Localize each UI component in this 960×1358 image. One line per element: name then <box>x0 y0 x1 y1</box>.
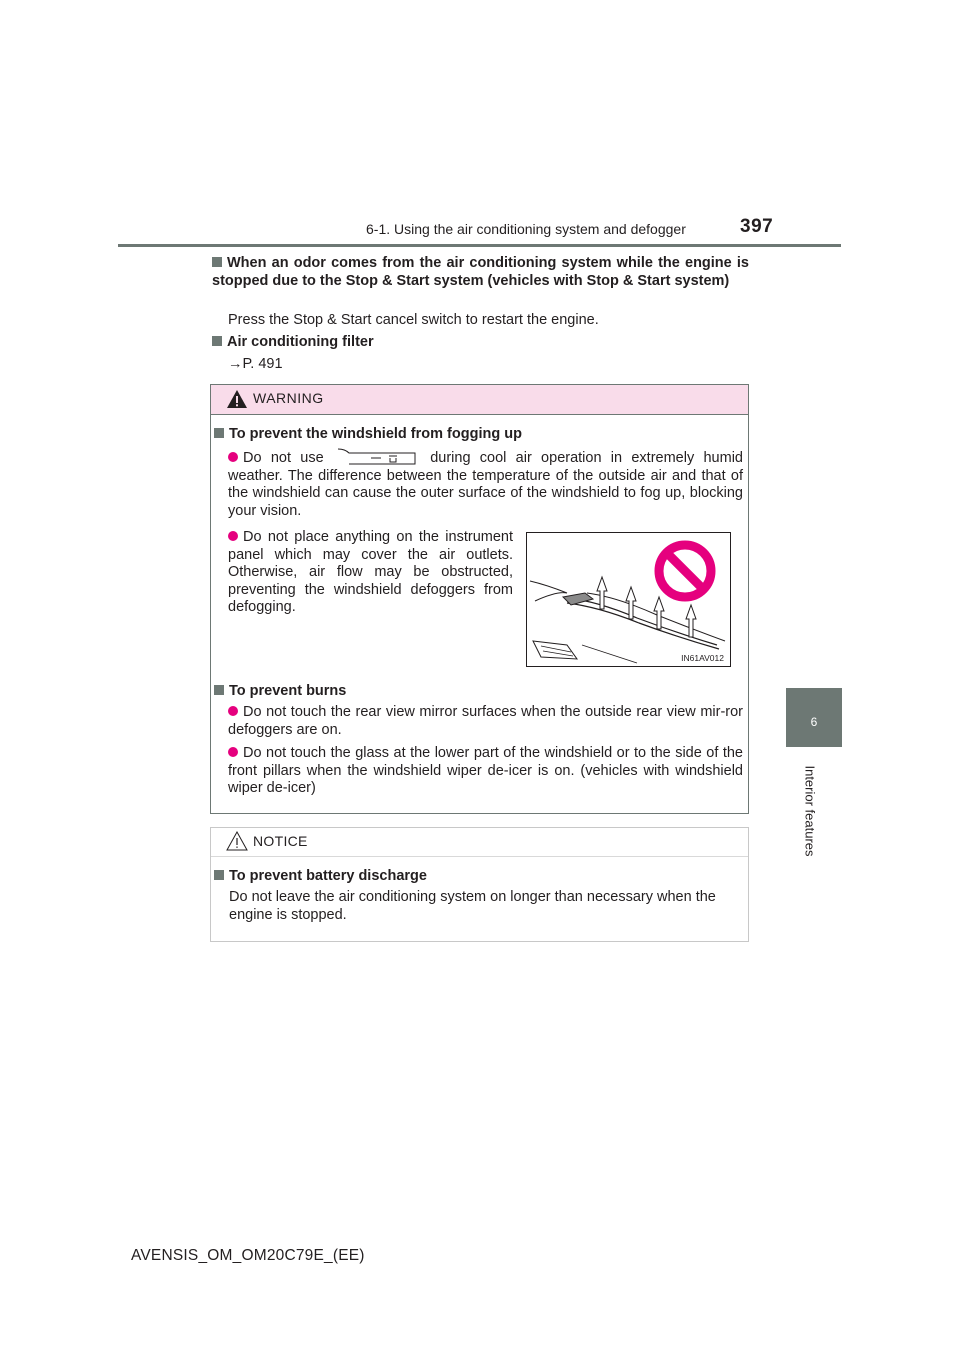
fog-item-1: Do not use during cool air operation in extremely humid weather. The difference between the temperature of the outside air and that of the windshield can cause the outer surface of the windshield to fog up, blocking your vision. <box>228 450 743 519</box>
chapter-tab <box>786 688 842 747</box>
chapter-title-vertical <box>802 756 818 866</box>
notice-triangle-icon <box>226 831 248 851</box>
round-bullet-icon <box>228 747 238 757</box>
notice-body: Do not leave the air conditioning system on longer than necessary when the engine is stopped. <box>229 889 716 923</box>
section-title: 6-1. Using the air conditioning system and defogger <box>366 221 686 237</box>
filter-note-heading: Air conditioning filter <box>212 334 374 352</box>
round-bullet-icon <box>228 706 238 716</box>
warning-label: WARNING <box>253 390 324 406</box>
document-code: AVENSIS_OM_OM20C79E_(EE) <box>131 1247 365 1264</box>
filter-note-reference[interactable]: →P. 491 <box>228 356 283 372</box>
defroster-switch-icon <box>337 448 417 465</box>
chapter-title: Interior features <box>802 765 818 857</box>
square-bullet-icon <box>214 870 224 880</box>
square-bullet-icon <box>212 336 222 346</box>
illustration-code: IN61AV012 <box>681 653 724 663</box>
instrument-panel-illustration <box>526 532 731 667</box>
square-bullet-icon <box>214 428 224 438</box>
square-bullet-icon <box>214 685 224 695</box>
square-bullet-icon <box>212 257 222 267</box>
odor-note-heading: When an odor comes from the air conditioning system while the engine is stopped due to the Stop & Start system (vehicles with Stop & Start system) <box>212 255 749 289</box>
odor-note-body: Press the Stop & Start cancel switch to restart the engine. <box>228 312 599 328</box>
page-number: 397 <box>740 216 774 237</box>
warning-triangle-icon <box>226 389 248 409</box>
chapter-number: 6 <box>810 715 818 729</box>
header-rule <box>118 244 841 247</box>
burns-heading: To prevent burns <box>214 683 346 701</box>
notice-heading: To prevent battery discharge <box>214 868 427 886</box>
round-bullet-icon <box>228 452 238 462</box>
fog-heading: To prevent the windshield from fogging up <box>214 426 522 444</box>
notice-label: NOTICE <box>253 833 308 849</box>
burns-item-2: Do not touch the glass at the lower part of the windshield or to the side of the front pillars when the windshield wiper de-icer is on. (vehicles with windshield wiper de-icer) <box>228 745 743 796</box>
round-bullet-icon <box>228 531 238 541</box>
windshield-airflow-drawing <box>527 533 730 666</box>
prohibited-icon <box>659 545 711 597</box>
burns-item-1: Do not touch the rear view mirror surfaces when the outside rear view mir-ror defoggers are on. <box>228 704 743 738</box>
fog-item-2: Do not place anything on the instrument panel which may cover the air outlets. Otherwise, air flow may be obstructed, preventing the windshield defoggers from defogging. <box>228 529 513 615</box>
